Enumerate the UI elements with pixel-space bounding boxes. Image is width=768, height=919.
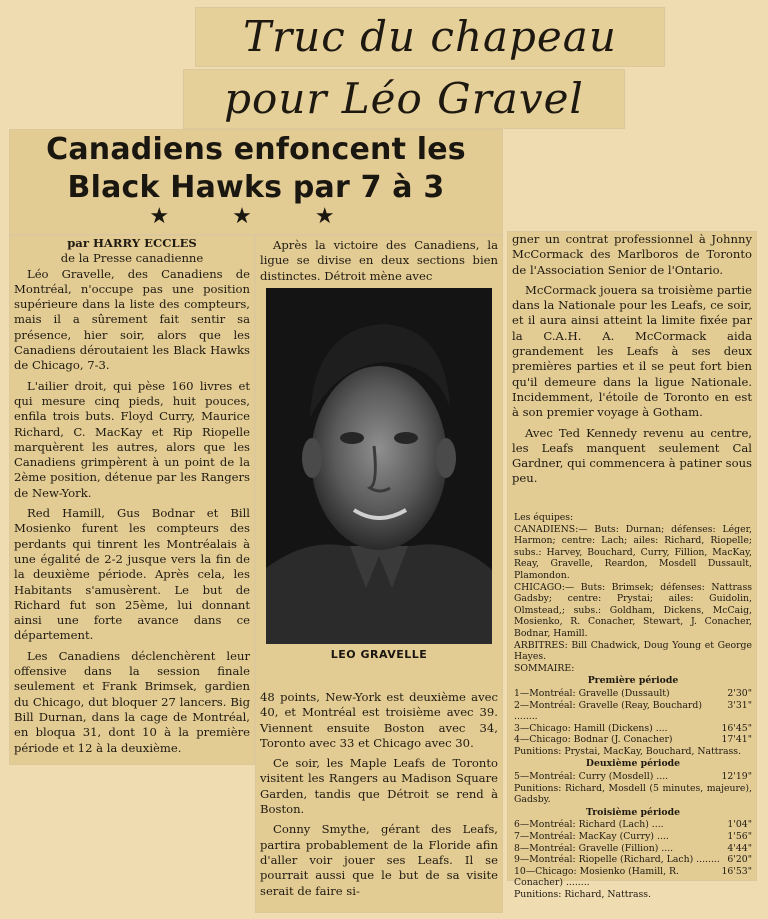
photo-caption: LEO GRAVELLE xyxy=(330,648,428,661)
col1-paragraph-1: Léo Gravelle, des Canadiens de Montréal, n'occupe pas une position supérieure dans la liste des compteurs, mais il a sûrement fait sentir sa présence, hier soir, alors que les Canadiens déroutaient les Black Hawks de Chicago, 7-3. xyxy=(14,266,250,373)
goal-play: 10—Chicago: Mosienko (Hamill, R. Conacher) ........ xyxy=(514,865,680,889)
title-line-2: Black Hawks par 7 à 3 xyxy=(67,170,445,205)
goal-row xyxy=(514,688,752,700)
goal-row xyxy=(514,723,752,735)
goal-time: 1'04" xyxy=(727,819,752,831)
player-photo xyxy=(266,288,492,644)
period-3-penalties: Punitions: Richard, Nattrass. xyxy=(514,889,652,900)
goal-row xyxy=(514,866,752,889)
goal-row xyxy=(514,771,752,783)
goal-play: 3—Chicago: Hamill (Dickens) .... xyxy=(514,722,668,734)
col2-top-paragraph: Après la victoire des Canadiens, la ligue se divise en deux sections bien distinctes. Détroit mène avec xyxy=(260,238,498,283)
col3-paragraph-3: Avec Ted Kennedy revenu au centre, les Leafs manquent seulement Cal Gardner, qui commencera à patiner sous peu. xyxy=(512,425,752,486)
headline-line-1: Truc du chapeau xyxy=(243,12,617,61)
col3-paragraph-2: McCormack jouera sa troisième partie dans la Nationale pour les Leafs, ce soir, et il aura ainsi atteint la limite fixée par la C.A.H. A. McCormack aida grandement les Leafs à ses deux premières parties et il se peut fort bien qu'il demeure dans la ligue Nationale. Incidemment, l'étoile de Toronto en est à son premier voyage à Gotham. xyxy=(512,282,752,420)
goal-row xyxy=(514,700,752,723)
column-2-bottom xyxy=(260,690,498,904)
title-clip xyxy=(10,130,502,234)
col1-paragraph-3: Red Hamill, Gus Bodnar et Bill Mosienko furent les compteurs des perdants qui tinrent les Montréalais à une égalité de 2-2 jusque vers la fin de la deuxième période. Après cela, les Habitants s'amusèrent. Le but de Richard fut son 25ème, lui donnant ainsi une forte avance dans ce département. xyxy=(14,506,250,643)
officials: ARBITRES: Bill Chadwick, Doug Young et George Hayes. xyxy=(514,639,752,663)
goal-play: 8—Montréal: Gravelle (Fillion) .... xyxy=(514,842,674,854)
canadiens-lineup: CANADIENS:— Buts: Durnan; défenses: Léger, Harmon; centre: Lach; ailes: Richard, Riopelle; subs.: Harvey, Bouchard, Curry, Fillion, MacKay, Reay, Gravelle, Reardon, Mosdell Dussault, Plamondon. xyxy=(514,523,752,581)
goal-play: 4—Chicago: Bodnar (J. Conacher) xyxy=(514,734,673,746)
column-2-top xyxy=(260,238,498,289)
col1-paragraph-2: L'ailier droit, qui pèse 160 livres et qui mesure cinq pieds, huit pouces, enfila trois buts. Floyd Curry, Maurice Richard, C. MacKay et Rip Riopelle marquèrent les autres, alors que les Canadiens grimpèrent à un point de la 2ème position, détenue par les Rangers de New-York. xyxy=(14,378,250,500)
goal-row xyxy=(514,843,752,855)
goal-play: 5—Montréal: Curry (Mosdell) .... xyxy=(514,771,669,783)
title-line-1: Canadiens enfoncent les xyxy=(46,132,466,167)
byline-agency: de la Presse canadienne xyxy=(60,251,204,266)
goal-row xyxy=(514,819,752,831)
period-2-heading: Deuxième période xyxy=(585,758,681,770)
goal-time: 16'45" xyxy=(721,722,752,734)
period-2-penalties: Punitions: Richard, Mosdell (5 minutes, majeure), Gadsby. xyxy=(514,782,752,806)
goal-play: 2—Montréal: Gravelle (Reay, Bouchard) ........ xyxy=(514,699,702,723)
goal-play: 7—Montréal: MacKay (Curry) .... xyxy=(514,831,669,843)
period-1-penalties: Punitions: Prystai, MacKay, Bouchard, Nattrass. xyxy=(514,745,742,757)
goal-play: 9—Montréal: Riopelle (Richard, Lach) ........ xyxy=(514,854,720,866)
goal-play: 1—Montréal: Gravelle (Dussault) xyxy=(514,687,670,699)
column-1 xyxy=(14,236,250,761)
goal-time: 17'41" xyxy=(721,734,752,746)
goal-time: 16'53" xyxy=(721,865,752,877)
goal-time: 1'56" xyxy=(727,831,752,843)
goal-row xyxy=(514,831,752,843)
headline-clip-1 xyxy=(196,8,664,66)
goal-time: 3'31" xyxy=(727,699,752,711)
rating-stars: ★ ★ ★ xyxy=(149,204,363,229)
period-1-heading: Première période xyxy=(587,675,679,687)
goal-time: 4'44" xyxy=(727,842,752,854)
col3-paragraph-1: gner un contrat professionnel à Johnny McCormack des Marlboros de Toronto de l'Association Senior de l'Ontario. xyxy=(512,232,752,277)
goal-time: 6'20" xyxy=(727,854,752,866)
col1-paragraph-4: Les Canadiens déclenchèrent leur offensive dans la session finale seulement et Frank Brimsek, gardien du Chicago, dut bloquer 27 lancers. Big Bill Durnan, dans la cage de Montréal, en bloqua 31, dont 10 à la première période et 12 à la deuxième. xyxy=(14,648,250,755)
chicago-lineup: CHICAGO:— Buts: Brimsek; défenses: Nattrass Gadsby; centre: Prystai; ailes: Guidolin, Olmstead,; subs.: Goldham, Dickens, McCaig, Mosienko, R. Conacher, Stewart, J. Conacher, Bodnar, Hamill. xyxy=(514,581,752,639)
goal-play: 6—Montréal: Richard (Lach) .... xyxy=(514,819,664,831)
headline-clip-2 xyxy=(184,70,624,128)
summary-heading: SOMMAIRE: xyxy=(514,662,575,674)
goal-time: 12'19" xyxy=(721,771,752,783)
goal-time: 2'30" xyxy=(727,687,752,699)
goal-row xyxy=(514,734,752,746)
col2-paragraph-3: Conny Smythe, gérant des Leafs, partira probablement de la Floride afin d'aller voir jouer ses Leafs. Il se pourrait aussi que le but de sa visite serait de faire si- xyxy=(260,822,498,898)
player-portrait-image xyxy=(266,288,492,644)
period-3-heading: Troisième période xyxy=(585,806,680,818)
teams-heading: Les équipes: xyxy=(514,512,574,523)
col2-paragraph-2: Ce soir, les Maple Leafs de Toronto visitent les Rangers au Madison Square Garden, tandis que Détroit se rend à Boston. xyxy=(260,756,498,817)
byline-author: par HARRY ECCLES xyxy=(67,236,197,250)
goal-row xyxy=(514,854,752,866)
game-summary xyxy=(514,512,752,901)
column-3 xyxy=(512,232,752,492)
col2-paragraph-1: 48 points, New-York est deuxième avec 40, et Montréal est troisième avec 39. Viennent ensuite Boston avec 34, Toronto avec 33 et Chicago avec 30. xyxy=(260,690,498,750)
headline-line-2: pour Léo Gravel xyxy=(224,74,584,123)
